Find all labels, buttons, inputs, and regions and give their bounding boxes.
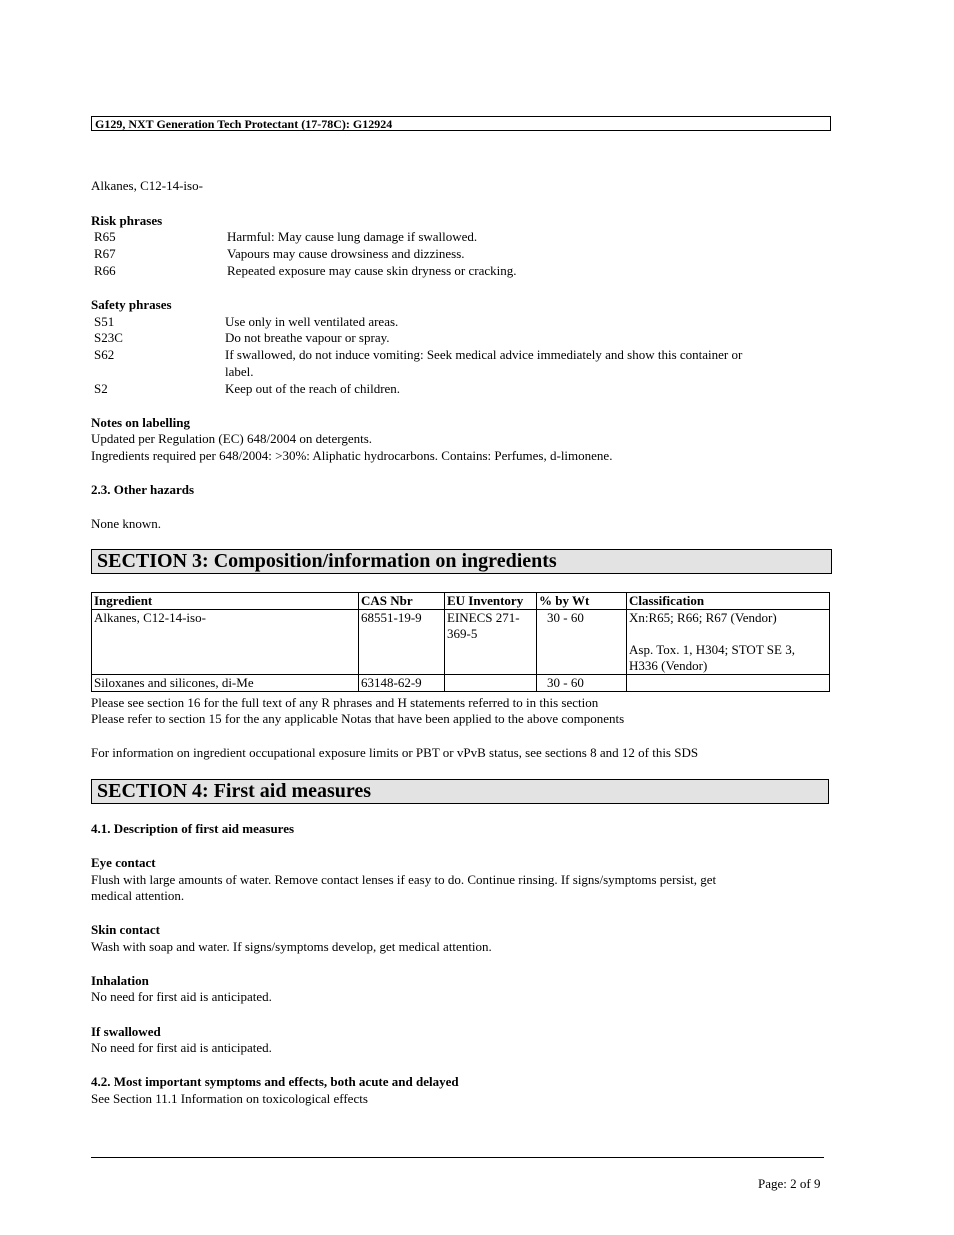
- section-3-note: Please see section 16 for the full text of any R phrases and H statements referred to in this section: [91, 695, 599, 710]
- wt-cell: [537, 610, 627, 675]
- page-number: Page: 2 of 9: [758, 1176, 821, 1191]
- classification-cell: [627, 675, 830, 692]
- wt-value: 30 - 60: [547, 610, 584, 625]
- column-header-classification: Classification: [627, 593, 830, 610]
- safety-code: S2: [94, 381, 108, 396]
- safety-code: S62: [94, 347, 115, 362]
- inhalation-text: No need for first aid is anticipated.: [91, 989, 272, 1004]
- eye-contact-heading: Eye contact: [91, 855, 156, 870]
- inhalation-heading: Inhalation: [91, 973, 149, 988]
- table-row: [92, 610, 830, 675]
- ingredients-table: [91, 592, 830, 692]
- section-4-title: SECTION 4: First aid measures: [91, 779, 829, 804]
- subsection-4-2-heading: 4.2. Most important symptoms and effects, both acute and delayed: [91, 1074, 459, 1089]
- column-header-eu-inventory: EU Inventory: [445, 593, 537, 610]
- safety-code: S51: [94, 314, 115, 329]
- column-header-cas: CAS Nbr: [359, 593, 445, 610]
- table-header-row: [92, 593, 830, 610]
- safety-code: S23C: [94, 330, 123, 345]
- footer-divider: [91, 1157, 824, 1158]
- safety-text: Use only in well ventilated areas.: [225, 314, 399, 329]
- other-hazards-text: None known.: [91, 516, 162, 531]
- ingredient-cell: Alkanes, C12-14-iso-: [92, 610, 359, 675]
- safety-phrases-heading: Safety phrases: [91, 297, 172, 312]
- risk-text: Vapours may cause drowsiness and dizziness.: [227, 246, 465, 261]
- cas-cell: 63148-62-9: [359, 675, 445, 692]
- classification-cell: [627, 610, 830, 675]
- wt-cell: [537, 675, 627, 692]
- notes-line: Updated per Regulation (EC) 648/2004 on detergents.: [91, 431, 373, 446]
- other-hazards-heading: 2.3. Other hazards: [91, 482, 195, 497]
- cas-cell: 68551-19-9: [359, 610, 445, 675]
- section-3-note: For information on ingredient occupational exposure limits or PBT or vPvB status, see sections 8 and 12 of this SDS: [91, 745, 699, 760]
- eye-contact-text: medical attention.: [91, 888, 185, 903]
- subsection-4-1-heading: 4.1. Description of first aid measures: [91, 821, 295, 836]
- safety-text: Keep out of the reach of children.: [225, 381, 401, 396]
- column-header-ingredient: Ingredient: [92, 593, 359, 610]
- risk-phrases-heading: Risk phrases: [91, 213, 163, 228]
- document-header: G129, NXT Generation Tech Protectant (17-78C): G12924: [91, 116, 831, 131]
- risk-text: Repeated exposure may cause skin dryness or cracking.: [227, 263, 517, 278]
- swallowed-heading: If swallowed: [91, 1024, 161, 1039]
- risk-code: R67: [94, 246, 116, 261]
- classification-line: Asp. Tox. 1, H304; STOT SE 3, H336 (Vendor): [629, 642, 795, 673]
- eu-inventory-cell: [445, 675, 537, 692]
- component-name: Alkanes, C12-14-iso-: [91, 178, 203, 193]
- eu-inventory-cell: EINECS 271-369-5: [445, 610, 537, 675]
- table-row: [92, 675, 830, 692]
- section-3-title: SECTION 3: Composition/information on ingredients: [91, 549, 832, 574]
- notes-heading: Notes on labelling: [91, 415, 190, 430]
- swallowed-text: No need for first aid is anticipated.: [91, 1040, 272, 1055]
- risk-code: R65: [94, 229, 116, 244]
- risk-code: R66: [94, 263, 116, 278]
- safety-text: Do not breathe vapour or spray.: [225, 330, 390, 345]
- safety-text-continued: label.: [225, 364, 254, 379]
- eye-contact-text: Flush with large amounts of water. Remove contact lenses if easy to do. Continue rinsing. If signs/symptoms persist, get: [91, 872, 717, 887]
- skin-contact-text: Wash with soap and water. If signs/symptoms develop, get medical attention.: [91, 939, 492, 954]
- subsection-4-2-text: See Section 11.1 Information on toxicological effects: [91, 1091, 368, 1106]
- section-3-note: Please refer to section 15 for the any applicable Notas that have been applied to the above components: [91, 711, 625, 726]
- safety-text: If swallowed, do not induce vomiting: Seek medical advice immediately and show this container or: [225, 347, 743, 362]
- classification-line: Xn:R65; R66; R67 (Vendor): [629, 610, 777, 625]
- risk-text: Harmful: May cause lung damage if swallowed.: [227, 229, 478, 244]
- skin-contact-heading: Skin contact: [91, 922, 160, 937]
- ingredient-cell: Siloxanes and silicones, di-Me: [92, 675, 359, 692]
- notes-line: Ingredients required per 648/2004: >30%: Aliphatic hydrocarbons. Contains: Perfumes, d-limonene.: [91, 448, 613, 463]
- column-header-wt: % by Wt: [537, 593, 627, 610]
- wt-value: 30 - 60: [547, 675, 584, 690]
